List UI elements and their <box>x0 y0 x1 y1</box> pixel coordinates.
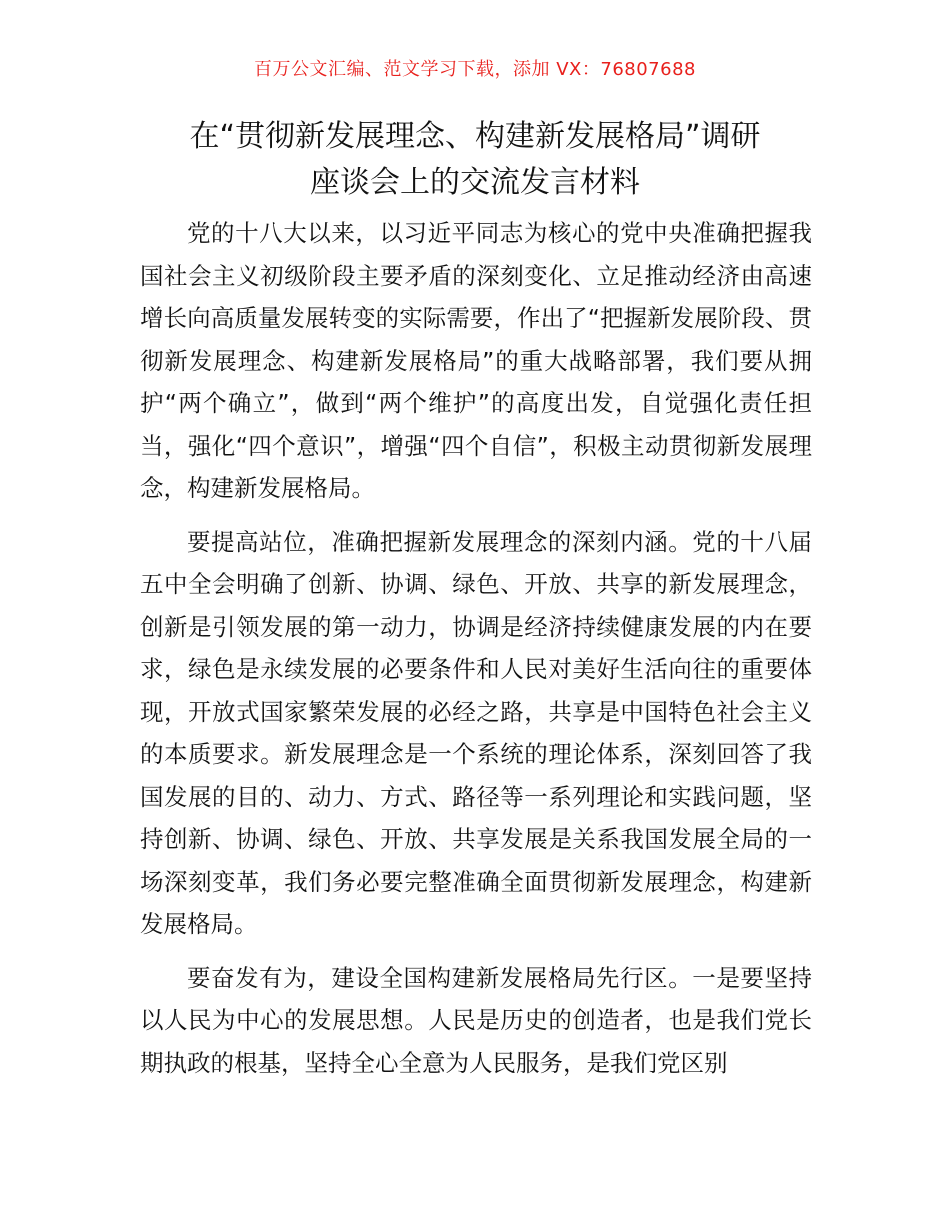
title-line-2: 座谈会上的交流发言材料 <box>310 165 640 200</box>
document-body <box>140 212 812 1095</box>
document-title <box>120 114 830 206</box>
paragraph: 要奋发有为，建设全国构建新发展格局先行区。一是要坚持以人民为中心的发展思想。人民是历史的创造者，也是我们党长期执政的根基，坚持全心全意为人民服务，是我们党区别 <box>140 963 812 1077</box>
paragraph: 党的十八大以来，以习近平同志为核心的党中央准确把握我国社会主义初级阶段主要矛盾的深刻变化、立足推动经济由高速增长向高质量发展转变的实际需要，作出了“把握新发展阶段、贯彻新发展理念、构建新发展格局”的重大战略部署，我们要从拥护“两个确立”，做到“两个维护”的高度出发，自觉强化责任担当，强化“四个意识”，增强“四个自信”，积极主动贯彻新发展理念，构建新发展格局。 <box>140 219 812 502</box>
title-line-1: 在“贯彻新发展理念、构建新发展格局”调研 <box>189 119 761 154</box>
header-watermark-note: 百万公文汇编、范文学习下载，添加 VX：76807688 <box>254 59 696 80</box>
paragraph: 要提高站位，准确把握新发展理念的深刻内涵。党的十八届五中全会明确了创新、协调、绿色、开放、共享的新发展理念，创新是引领发展的第一动力，协调是经济持续健康发展的内在要求，绿色是永续发展的必要条件和人民对美好生活向往的重要体现，开放式国家繁荣发展的必经之路，共享是中国特色社会主义的本质要求。新发展理念是一个系统的理论体系，深刻回答了我国发展的目的、动力、方式、路径等一系列理论和实践问题，坚持创新、协调、绿色、开放、共享发展是关系我国发展全局的一场深刻变革，我们务必要完整准确全面贯彻新发展理念，构建新发展格局。 <box>140 527 812 938</box>
